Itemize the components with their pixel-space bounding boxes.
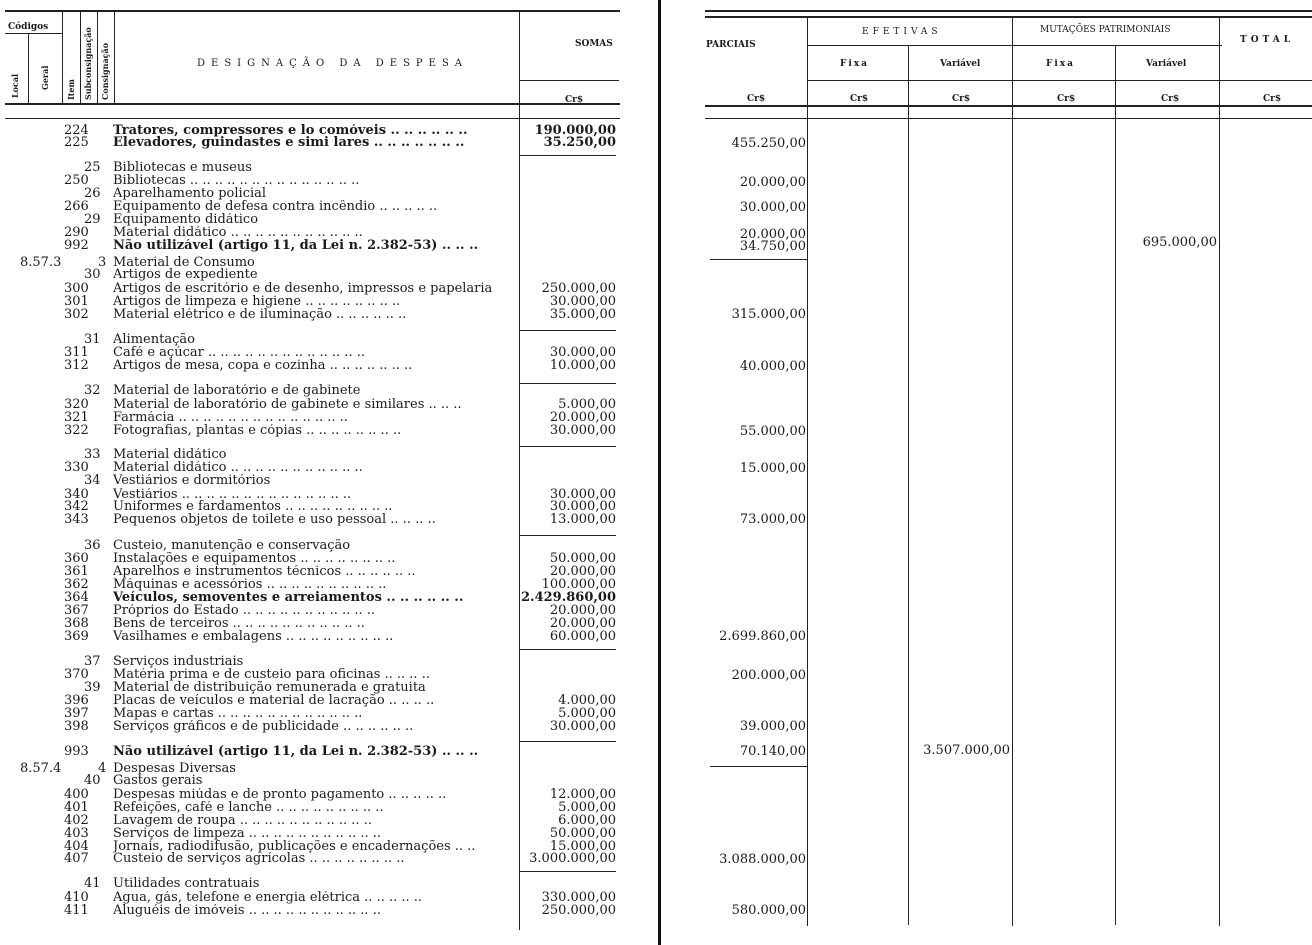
expense-designation: Custeio, manutenção e conservação — [113, 539, 351, 552]
parcial-amount: 455.250,00 — [731, 136, 806, 151]
currency-parciais: Cr$ — [747, 94, 766, 104]
item-code: 300 — [64, 281, 89, 296]
expense-amount: 12.000,00 — [549, 787, 616, 802]
expense-amount: 30.000,00 — [549, 719, 616, 734]
parcial-amount: 55.000,00 — [739, 424, 806, 439]
expense-designation: Elevadores, guindastes e simi lares .. .. .. .. .. .. .. — [113, 136, 465, 149]
parcial-amount: 20.000,00 — [739, 227, 806, 242]
item-code: 360 — [64, 551, 89, 566]
subconsignacao-header: Subconsignação — [83, 27, 93, 100]
mutacoes-variavel-header: Variável — [1146, 59, 1187, 69]
expense-designation: Bibliotecas .. .. .. .. .. .. .. .. .. .. .. .. .. .. — [113, 174, 360, 187]
item-code: 26 — [84, 186, 101, 201]
item-code: 37 — [84, 654, 101, 669]
expense-designation: Aparelhos e instrumentos técnicos .. .. .. .. .. .. — [113, 565, 416, 578]
expense-designation: Despesas miúdas e de pronto pagamento .. .. .. .. .. — [113, 788, 447, 801]
item-code: 3 — [98, 255, 107, 270]
somas-header: SOMAS — [575, 39, 613, 49]
item-code: 340 — [64, 487, 89, 502]
currency-mutacoes-variavel: Cr$ — [1161, 94, 1180, 104]
expense-amount: 3.000.000,00 — [529, 851, 616, 866]
expense-designation: Lavagem de roupa .. .. .. .. .. .. .. .. .. .. .. — [113, 814, 372, 827]
total-header: TOTAL — [1240, 35, 1295, 45]
local-header: Local — [10, 73, 20, 98]
efetivas-variavel-amount: 3.507.000,00 — [923, 743, 1010, 758]
expense-amount: 15.000,00 — [549, 839, 616, 854]
expense-designation: Farmácia .. .. .. .. .. .. .. .. .. .. .. .. .. .. — [113, 411, 348, 424]
parcial-amount: 40.000,00 — [739, 359, 806, 374]
expense-designation: Não utilizável (artigo 11, da Lei n. 2.382-53) .. .. .. — [113, 745, 479, 758]
expense-designation: Próprios do Estado .. .. .. .. .. .. .. .. .. .. .. — [113, 604, 376, 617]
parcial-amount: 39.000,00 — [739, 719, 806, 734]
expense-designation: Bibliotecas e museus — [113, 161, 252, 174]
expense-designation: Material de laboratório e de gabinete — [113, 384, 361, 397]
designacao-header: DESIGNAÇÃO DA DESPESA — [197, 58, 469, 69]
mutacoes-fixa-header: Fixa — [1046, 59, 1076, 69]
item-code: 224 — [64, 123, 89, 138]
item-code: 367 — [64, 603, 89, 618]
item-code: 322 — [64, 423, 89, 438]
expense-amount: 50.000,00 — [549, 551, 616, 566]
item-code: 39 — [84, 680, 101, 695]
expense-amount: 5.000,00 — [558, 800, 616, 815]
expense-designation: Vasilhames e embalagens .. .. .. .. .. .. .. .. .. — [113, 630, 394, 643]
expense-amount: 30.000,00 — [549, 487, 616, 502]
parcial-amount: 30.000,00 — [739, 200, 806, 215]
expense-designation: Material didático .. .. .. .. .. .. .. .. .. .. .. — [113, 226, 363, 239]
parcial-amount: 580.000,00 — [731, 903, 806, 918]
local-code: 8.57.3 — [20, 255, 62, 270]
item-code: 31 — [84, 332, 101, 347]
expense-designation: Mapas e cartas .. .. .. .. .. .. .. .. .. .. .. .. — [113, 707, 363, 720]
item-code: 290 — [64, 225, 89, 240]
expense-amount: 190.000,00 — [534, 123, 616, 138]
expense-designation: Artigos de limpeza e higiene .. .. .. .. .. .. .. .. — [113, 295, 401, 308]
item-code: 29 — [84, 212, 101, 227]
expense-amount: 20.000,00 — [549, 603, 616, 618]
expense-designation: Pequenos objetos de toilete e uso pessoal .. .. .. .. — [113, 513, 436, 526]
currency-efetivas-fixa: Cr$ — [850, 94, 869, 104]
item-code: 312 — [64, 358, 89, 373]
expense-amount: 100.000,00 — [541, 577, 616, 592]
item-code: 30 — [84, 267, 101, 282]
item-code: 396 — [64, 693, 89, 708]
item-code: 302 — [64, 307, 89, 322]
expense-amount: 50.000,00 — [549, 826, 616, 841]
item-code: 342 — [64, 499, 89, 514]
item-code: 993 — [64, 744, 89, 759]
item-code: 25 — [84, 160, 101, 175]
codigos-header: Códigos — [8, 22, 49, 32]
parcial-amount: 70.140,00 — [739, 744, 806, 759]
expense-designation: Máquinas e acessórios .. .. .. .. .. .. .. .. .. .. — [113, 578, 387, 591]
expense-amount: 2.429.860,00 — [521, 590, 616, 605]
expense-amount: 10.000,00 — [549, 358, 616, 373]
geral-header: Geral — [40, 65, 50, 90]
item-code: 411 — [64, 903, 89, 918]
item-code: 320 — [64, 397, 89, 412]
expense-amount: 20.000,00 — [549, 564, 616, 579]
parcial-amount: 200.000,00 — [731, 668, 806, 683]
item-code: 407 — [64, 851, 89, 866]
expense-designation: Serviços de limpeza .. .. .. .. .. .. .. .. .. .. .. — [113, 827, 381, 840]
expense-designation: Artigos de mesa, copa e cozinha .. .. .. .. .. .. .. — [113, 359, 413, 372]
local-code: 8.57.4 — [20, 761, 62, 776]
expense-amount: 30.000,00 — [549, 499, 616, 514]
parcial-amount: 34.750,00 — [739, 239, 806, 254]
expense-designation: Vestiários e dormitórios — [113, 474, 271, 487]
currency-efetivas-variavel: Cr$ — [952, 94, 971, 104]
expense-designation: Material de distribuição remunerada e gratuita — [113, 681, 426, 694]
item-code: 301 — [64, 294, 89, 309]
parcial-amount: 15.000,00 — [739, 461, 806, 476]
item-code: 36 — [84, 538, 101, 553]
efetivas-header: EFETIVAS — [862, 27, 942, 37]
item-code: 32 — [84, 383, 101, 398]
expense-designation: Equipamento de defesa contra incêndio .. .. .. .. .. — [113, 200, 438, 213]
item-code: 225 — [64, 135, 89, 150]
parcial-amount: 3.088.000,00 — [719, 852, 806, 867]
item-code: 343 — [64, 512, 89, 527]
efetivas-fixa-header: Fixa — [840, 59, 870, 69]
expense-amount: 30.000,00 — [549, 423, 616, 438]
item-code: 400 — [64, 787, 89, 802]
expense-amount: 4.000,00 — [558, 693, 616, 708]
expense-designation: Equipamento didático — [113, 213, 259, 226]
expense-amount: 30.000,00 — [549, 345, 616, 360]
expense-amount: 250.000,00 — [541, 281, 616, 296]
expense-amount: 20.000,00 — [549, 410, 616, 425]
expense-amount: 330.000,00 — [541, 890, 616, 905]
expense-designation: Despesas Diversas — [113, 762, 236, 775]
currency-total: Cr$ — [1263, 94, 1282, 104]
expense-amount: 13.000,00 — [549, 512, 616, 527]
mutacoes-variavel-amount: 695.000,00 — [1142, 235, 1217, 250]
expense-designation: Aparelhamento policial — [113, 187, 267, 200]
mutacoes-header: MUTAÇÕES PATRIMONIAIS — [1040, 25, 1171, 35]
expense-amount: 35.000,00 — [549, 307, 616, 322]
expense-designation: Jornais, radiodifusão, publicações e encadernações .. .. — [113, 840, 476, 853]
expense-amount: 5.000,00 — [558, 397, 616, 412]
item-code: 41 — [84, 876, 101, 891]
expense-designation: Utilidades contratuais — [113, 877, 260, 890]
item-code: 402 — [64, 813, 89, 828]
item-code: 311 — [64, 345, 89, 360]
item-code: 397 — [64, 706, 89, 721]
item-code: 4 — [98, 761, 107, 776]
expense-designation: Material de laboratório de gabinete e similares .. .. .. — [113, 398, 462, 411]
expense-designation: Uniformes e fardamentos .. .. .. .. .. .. .. .. .. — [113, 500, 393, 513]
expense-designation: Material de Consumo — [113, 256, 255, 269]
item-code: 33 — [84, 447, 101, 462]
expense-designation: Não utilizável (artigo 11, da Lei n. 2.382-53) .. .. .. — [113, 239, 479, 252]
expense-designation: Material elétrico e de iluminação .. .. .. .. .. .. — [113, 308, 407, 321]
consignacao-header: Consignação — [100, 42, 110, 100]
item-code: 34 — [84, 473, 101, 488]
expense-designation: Vestiários .. .. .. .. .. .. .. .. .. .. .. .. .. .. — [113, 488, 352, 501]
parcial-amount: 73.000,00 — [739, 512, 806, 527]
item-code: 992 — [64, 238, 89, 253]
expense-amount: 60.000,00 — [549, 629, 616, 644]
expense-amount: 30.000,00 — [549, 294, 616, 309]
parcial-amount: 315.000,00 — [731, 307, 806, 322]
expense-designation: Instalações e equipamentos .. .. .. .. .. .. .. .. — [113, 552, 396, 565]
item-code: 370 — [64, 667, 89, 682]
item-code: 321 — [64, 410, 89, 425]
expense-designation: Custeio de serviços agrícolas .. .. .. .. .. .. .. .. — [113, 852, 405, 865]
item-code: 410 — [64, 890, 89, 905]
left-currency: Cr$ — [565, 95, 584, 105]
expense-amount: 5.000,00 — [558, 706, 616, 721]
expense-designation: Matéria prima e de custeio para oficinas .. .. .. .. — [113, 668, 430, 681]
item-code: 250 — [64, 173, 89, 188]
expense-designation: Água, gás, telefone e energia elétrica .. .. .. .. .. — [113, 891, 423, 904]
item-code: 330 — [64, 460, 89, 475]
expense-designation: Tratores, compressores e lo comóveis .. .. .. .. .. .. — [113, 124, 468, 137]
expense-designation: Serviços gráficos e de publicidade .. .. .. .. .. .. — [113, 720, 414, 733]
item-code: 368 — [64, 616, 89, 631]
item-header: Item — [66, 79, 76, 100]
currency-mutacoes-fixa: Cr$ — [1057, 94, 1076, 104]
expense-designation: Artigos de expediente — [113, 268, 258, 281]
expense-designation: Refeições, café e lanche .. .. .. .. .. .. .. .. .. — [113, 801, 384, 814]
item-code: 361 — [64, 564, 89, 579]
item-code: 398 — [64, 719, 89, 734]
expense-designation: Material didático .. .. .. .. .. .. .. .. .. .. .. — [113, 461, 363, 474]
expense-designation: Café e açúcar .. .. .. .. .. .. .. .. .. .. .. .. .. — [113, 346, 365, 359]
item-code: 40 — [84, 773, 101, 788]
parciais-header: PARCIAIS — [706, 40, 756, 50]
expense-designation: Bens de terceiros .. .. .. .. .. .. .. .. .. .. .. — [113, 617, 365, 630]
item-code: 403 — [64, 826, 89, 841]
item-code: 404 — [64, 839, 89, 854]
expense-amount: 20.000,00 — [549, 616, 616, 631]
item-code: 369 — [64, 629, 89, 644]
expense-amount: 6.000,00 — [558, 813, 616, 828]
expense-amount: 35.250,00 — [543, 135, 616, 150]
page-gutter — [658, 0, 661, 945]
expense-designation: Placas de veículos e material de lacração .. .. .. .. — [113, 694, 435, 707]
expense-designation: Aluguéis de imóveis .. .. .. .. .. .. .. .. .. .. .. — [113, 904, 381, 917]
expense-designation: Fotografias, plantas e cópias .. .. .. .. .. .. .. .. — [113, 424, 402, 437]
expense-designation: Material didático — [113, 448, 227, 461]
item-code: 266 — [64, 199, 89, 214]
expense-designation: Veículos, semoventes e arreiamentos .. .. .. .. .. .. — [113, 591, 464, 604]
expense-amount: 250.000,00 — [541, 903, 616, 918]
item-code: 364 — [64, 590, 89, 605]
efetivas-variavel-header: Variável — [940, 59, 981, 69]
item-code: 401 — [64, 800, 89, 815]
parcial-amount: 20.000,00 — [739, 175, 806, 190]
item-code: 362 — [64, 577, 89, 592]
expense-designation: Artigos de escritório e de desenho, impressos e papelaria — [113, 282, 493, 295]
parcial-amount: 2.699.860,00 — [719, 629, 806, 644]
expense-designation: Serviços industriais — [113, 655, 244, 668]
expense-designation: Gastos gerais — [113, 774, 203, 787]
expense-designation: Alimentação — [113, 333, 195, 346]
